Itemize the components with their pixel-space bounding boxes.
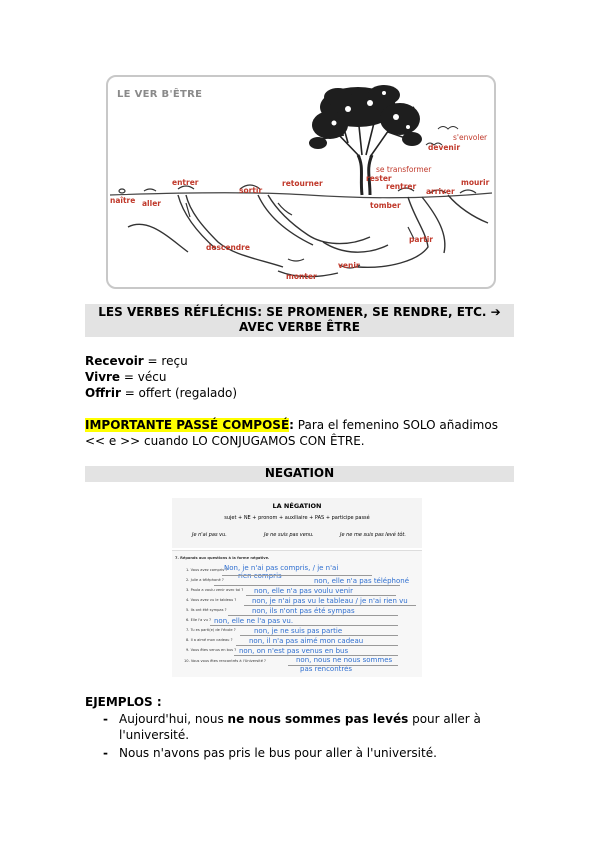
exercise-answer: non, je ne suis pas partie bbox=[254, 627, 343, 635]
verb-label-rentrer: rentrer bbox=[386, 182, 417, 191]
answer-line bbox=[246, 595, 396, 596]
exercise-question: 2. Julie a téléphoné ? bbox=[186, 578, 224, 582]
negation-rule-title: LA NÉGATION bbox=[272, 502, 322, 510]
exercise-answer: Non, je n'ai pas compris, / je n'ai bbox=[224, 564, 339, 572]
verb-label-se-transformer: se transformer bbox=[376, 165, 432, 174]
verb-label-s-envoler: s'envoler bbox=[453, 133, 488, 142]
exercise-question: 6. Elle l'a vu ? bbox=[186, 618, 211, 622]
answer-line bbox=[222, 575, 372, 576]
negation-example-3: Je ne me suis pas levé tôt. bbox=[340, 532, 406, 538]
important-text-1: Para el femenino SOLO añadimos bbox=[293, 418, 498, 432]
verb-label-descendre: descendre bbox=[206, 243, 250, 252]
list-item bbox=[100, 711, 500, 743]
exercise-answer: pas rencontrés bbox=[300, 665, 353, 673]
exercise-answer: non, elle ne l'a pas vu. bbox=[214, 617, 294, 625]
verb-label-arriver: arriver bbox=[426, 187, 455, 196]
negation-example-1: Je n'ai pas vu. bbox=[192, 532, 227, 538]
exercise-question: 7. Tu es parti(e) de l'école ? bbox=[186, 628, 236, 632]
exercise-question: 1. Vous avez compris ? bbox=[186, 568, 228, 572]
example-text: l'université. bbox=[119, 728, 190, 742]
examples-heading: EJEMPLOS : bbox=[85, 695, 162, 709]
exercise-answer: rien compris bbox=[238, 572, 282, 580]
verb-label-monter: monter bbox=[286, 272, 317, 281]
exercise-answer: non, elle n'a pas téléphoné bbox=[314, 577, 410, 585]
exercise-answer: non, on n'est pas venus en bus bbox=[239, 647, 349, 655]
answer-line bbox=[288, 665, 398, 666]
examples-list bbox=[100, 711, 500, 763]
negation-heading: NEGATION bbox=[85, 466, 514, 482]
example-text: Nous n'avons pas pris le bus pour aller à l'université. bbox=[119, 746, 437, 760]
answer-line bbox=[210, 625, 398, 626]
participle-item bbox=[85, 353, 237, 369]
participle-verb: Vivre bbox=[85, 370, 121, 384]
exercise-question: 10. Vous vous êtes rencontrés à l'Université ? bbox=[184, 659, 266, 663]
verb-label-venir: venir bbox=[338, 261, 360, 270]
exercise-answer: non, ils n'ont pas été sympas bbox=[252, 607, 355, 615]
answer-line bbox=[240, 635, 398, 636]
negation-rule-box bbox=[172, 498, 422, 548]
reflexive-verbs-heading bbox=[85, 304, 514, 337]
verb-label-devenir: devenir bbox=[428, 143, 461, 152]
example-bold-text: ne nous sommes pas levés bbox=[227, 712, 409, 726]
exercise-question: 4. Vous avez vu le tableau ? bbox=[186, 598, 237, 602]
bullet-dash: - bbox=[103, 746, 108, 760]
important-colon: : bbox=[289, 418, 294, 432]
verb-label-rester: rester bbox=[366, 174, 392, 183]
bullet-dash: - bbox=[103, 712, 108, 726]
negation-formula: sujet + NE + pronom + auxiliaire + PAS + participe passé bbox=[224, 515, 370, 521]
verb-label-entrer: entrer bbox=[172, 178, 199, 187]
important-note bbox=[85, 417, 515, 449]
participle-form: = reçu bbox=[143, 354, 188, 368]
participle-item bbox=[85, 369, 237, 385]
exercise-answer: non, je n'ai pas vu le tableau / je n'ai rien vu bbox=[252, 597, 408, 605]
exercise-question: 5. Ils ont été sympas ? bbox=[186, 608, 227, 612]
list-item bbox=[100, 745, 500, 761]
exercise-instruction: 7. Réponds aux questions à la forme négative. bbox=[175, 556, 270, 560]
verb-label-retourner: retourner bbox=[282, 179, 323, 188]
negation-example-2: Je ne suis pas venu. bbox=[264, 532, 314, 538]
etre-verbs-illustration bbox=[106, 75, 496, 289]
example-text: Aujourd'hui, nous bbox=[119, 712, 228, 726]
important-text-2: << e >> cuando LO CONJUGAMOS CON ÊTRE. bbox=[85, 434, 365, 448]
participle-form: = offert (regalado) bbox=[120, 386, 238, 400]
participle-verb: Offrir bbox=[85, 386, 121, 400]
negation-exercise-image bbox=[172, 498, 422, 676]
verb-label-aller: aller bbox=[142, 199, 161, 208]
example-text: pour aller à bbox=[408, 712, 481, 726]
reflexive-heading-line2: AVEC VERBE ÊTRE bbox=[238, 320, 360, 334]
participle-item bbox=[85, 385, 237, 401]
answer-line bbox=[236, 645, 398, 646]
reflexive-heading-line1: LES VERBES RÉFLÉCHIS: SE PROMENER, SE RENDRE, ETC. ➔ bbox=[98, 305, 501, 319]
verb-label-partir: partir bbox=[409, 235, 433, 244]
verb-label-tomber: tomber bbox=[370, 201, 401, 210]
verb-label-mourir: mourir bbox=[461, 178, 490, 187]
negation-exercise-list bbox=[172, 550, 422, 677]
figure-title: LE VER B'ÊTRE bbox=[117, 89, 203, 100]
exercise-answer: non, il n'a pas aimé mon cadeau bbox=[249, 637, 364, 645]
answer-line bbox=[234, 655, 398, 656]
answer-line bbox=[228, 615, 398, 616]
exercise-question: 3. Paula a voulu venir avec toi ? bbox=[186, 588, 244, 592]
answer-line bbox=[244, 605, 416, 606]
participle-verb: Recevoir bbox=[85, 354, 144, 368]
exercise-question: 9. Vous êtes venus en bus ? bbox=[186, 648, 237, 652]
exercise-question: 8. Il a aimé mon cadeau ? bbox=[186, 638, 233, 642]
verb-label-naitre: naître bbox=[110, 196, 136, 205]
important-highlight: IMPORTANTE PASSÉ COMPOSÉ bbox=[85, 418, 290, 432]
verb-label-sortir: sortir bbox=[239, 186, 263, 195]
exercise-answer: non, nous ne nous sommes bbox=[296, 656, 393, 664]
participle-form: = vécu bbox=[120, 370, 167, 384]
exercise-answer: non, elle n'a pas voulu venir bbox=[254, 587, 353, 595]
participle-list bbox=[85, 353, 237, 401]
answer-line bbox=[214, 585, 400, 586]
